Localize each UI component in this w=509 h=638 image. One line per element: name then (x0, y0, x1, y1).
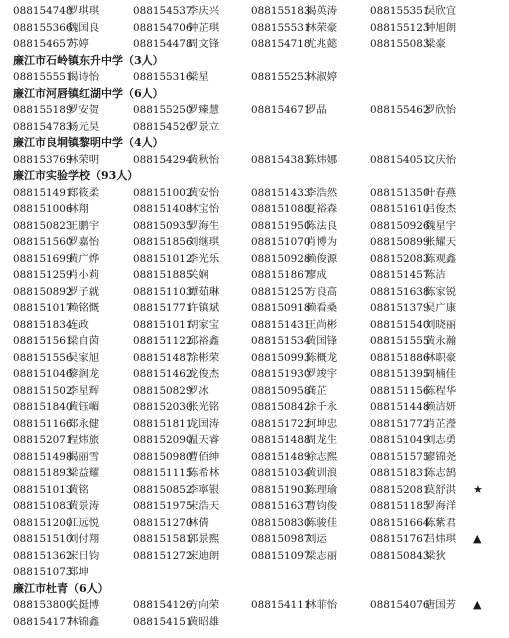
student-name: 揭诗怡 (68, 71, 100, 83)
student-id: 088151772 (370, 417, 430, 430)
roster-row (0, 350, 509, 367)
student-name: 黄训浪 (306, 467, 338, 479)
student-name: 何坤忠 (306, 417, 338, 430)
roster-row (0, 366, 509, 383)
student-id: 088154383 (251, 153, 311, 166)
student-id: 088151637 (251, 500, 311, 512)
roster-row (0, 119, 509, 136)
student-name: 陈概龙 (306, 351, 338, 364)
roster-row (0, 531, 509, 548)
student-id: 088151166 (13, 417, 73, 430)
student-id: 088151856 (133, 236, 193, 248)
student-name: 钟旭朗 (425, 21, 457, 34)
student-id: 088151561 (13, 335, 73, 347)
student-name: 关挺博 (68, 599, 100, 611)
student-id: 088151581 (133, 533, 193, 545)
roster-row (0, 185, 509, 202)
student-id: 088154537 (133, 5, 193, 17)
student-id: 088151534 (251, 335, 311, 347)
roster-row (0, 3, 509, 20)
student-name: 罗安贺 (68, 104, 100, 116)
student-id: 088151006 (13, 203, 73, 215)
student-id: 088151638 (370, 285, 430, 298)
student-name: 林翔 (68, 203, 89, 215)
student-id: 088151840 (13, 401, 73, 413)
student-id: 088151831 (370, 467, 430, 479)
student-id: 088153769 (13, 153, 73, 166)
student-id: 088154748 (13, 5, 73, 17)
student-name: 江远悦 (68, 516, 100, 529)
roster-row (0, 300, 509, 317)
student-name: 黄秋怡 (188, 153, 220, 166)
student-id: 088150892 (13, 285, 73, 298)
student-id: 088151540 (370, 318, 430, 331)
section-heading: 廉江市杜青（6人） (13, 581, 109, 595)
student-id: 088155462 (370, 104, 430, 116)
triangle-mark-icon: ▲ (473, 532, 482, 545)
roster-row (0, 614, 509, 631)
student-id: 088151487 (133, 351, 193, 364)
student-id: 088154111 (251, 599, 311, 611)
student-name: 陈骏佳 (306, 516, 338, 529)
section-heading: 廉江市实验学校（93人） (13, 169, 139, 182)
student-id: 088155351 (370, 5, 430, 17)
student-name: 肖芷瀅 (425, 417, 457, 430)
student-name: 曹钧俊 (306, 500, 338, 512)
student-id: 088151088 (251, 203, 311, 215)
student-id: 088151103 (133, 285, 193, 298)
student-id: 088151575 (370, 450, 430, 463)
roster-row (0, 218, 509, 235)
student-name: 郑筱柔 (68, 186, 100, 199)
student-name: 肖博为 (306, 236, 338, 248)
student-id: 088155253 (251, 71, 311, 83)
student-name: 揭丽雪 (68, 450, 100, 463)
student-id: 088151510 (13, 533, 73, 545)
student-id: 088151017 (13, 302, 73, 314)
student-id: 088151115 (133, 467, 193, 479)
student-name: 赖铭慨 (68, 302, 100, 314)
student-id: 088151903 (251, 483, 311, 496)
roster-row (0, 399, 509, 416)
student-id: 088151722 (251, 417, 311, 430)
student-id: 088151257 (251, 285, 311, 298)
student-name: 李寧银 (188, 483, 220, 496)
student-name: 罗海洋 (425, 500, 457, 512)
student-id: 088151070 (251, 236, 311, 248)
student-id: 088151491 (13, 186, 73, 199)
student-name: 罗冰 (188, 384, 209, 397)
student-name: 李光乐 (188, 252, 220, 265)
student-id: 088151867 (251, 269, 311, 281)
student-name: 苏婷 (68, 38, 89, 50)
student-name: 陈希林 (188, 467, 220, 479)
student-name: 赖洁妍 (425, 401, 457, 413)
roster-row (0, 251, 509, 268)
section-heading: 廉江市石岭镇东升中学（3人） (13, 53, 164, 67)
student-id: 088154718 (251, 38, 311, 50)
roster-row (0, 432, 509, 449)
student-id: 088151156 (370, 384, 430, 397)
student-name: 周楠佳 (425, 368, 457, 380)
student-id: 088151200 (13, 516, 73, 529)
student-name: 莫舒洪 (425, 483, 457, 496)
roster-row (0, 333, 509, 350)
student-name: 肖小莉 (68, 269, 100, 281)
roster-row (0, 416, 509, 433)
student-id: 088150926 (370, 219, 430, 232)
student-name: 陈程华 (425, 384, 457, 397)
student-id: 088151049 (370, 434, 430, 446)
student-name: 梁自茵 (68, 335, 100, 347)
student-name: 魏国良 (68, 21, 100, 34)
student-id: 088150928 (251, 252, 311, 265)
student-id: 088150852 (133, 483, 193, 496)
roster-row (0, 267, 509, 284)
student-name: 林菲怡 (306, 599, 338, 611)
roster-row (0, 102, 509, 119)
student-id: 088151395 (370, 368, 430, 380)
student-id: 088151767 (370, 533, 430, 545)
student-id: 088155123 (370, 21, 430, 34)
student-name: 陈观鑫 (425, 252, 457, 265)
student-name: 黄昭雄 (188, 615, 220, 628)
student-id: 088151811 (133, 417, 193, 430)
student-name: 连政 (68, 318, 89, 331)
student-name: 刘付翔 (68, 533, 100, 545)
student-id: 088154177 (13, 615, 73, 628)
student-id: 088150958 (251, 384, 311, 397)
student-name: 梁狄 (425, 549, 446, 562)
student-id: 088151002 (133, 186, 193, 199)
student-id: 088151930 (251, 368, 311, 380)
student-name: 夏裕森 (306, 203, 338, 215)
student-name: 张耀天 (425, 236, 457, 248)
student-id: 088151610 (370, 203, 430, 215)
roster-row (0, 548, 509, 565)
student-id: 088155189 (13, 104, 73, 116)
student-id: 088151560 (13, 236, 73, 248)
student-id: 088151185 (370, 500, 430, 512)
student-id: 088151408 (133, 203, 193, 215)
student-name: 林淑婷 (306, 71, 338, 83)
roster-row (0, 449, 509, 466)
roster-row (0, 152, 509, 169)
student-id: 088151834 (13, 318, 73, 331)
student-name: 梁豪 (425, 38, 446, 50)
student-name: 梁星 (188, 71, 209, 83)
student-name: 徐千永 (306, 401, 338, 413)
student-name: 王鹏宇 (68, 219, 100, 232)
student-id: 088150980 (133, 450, 193, 463)
student-name: 刘志勇 (425, 434, 457, 446)
student-name: 龙俊杰 (188, 368, 220, 380)
student-id: 088154126 (133, 599, 193, 611)
student-name: 张光铭 (188, 401, 220, 413)
student-name: 王尚彬 (306, 318, 338, 331)
student-id: 088152030 (133, 401, 193, 413)
student-name: 黄国锋 (306, 335, 338, 347)
student-id: 088151122 (133, 335, 193, 347)
student-id: 088150993 (251, 351, 311, 364)
student-name: 罗竣宇 (306, 368, 338, 380)
roster-row (0, 383, 509, 400)
student-id: 088154151 (133, 615, 193, 628)
student-name: 罗嘉怡 (68, 236, 100, 248)
student-id: 088151097 (251, 549, 311, 562)
student-id: 088152083 (370, 252, 430, 265)
student-id: 088151433 (251, 186, 311, 199)
student-name: 揭英涛 (306, 5, 338, 17)
student-name: 魏星宇 (425, 219, 457, 232)
student-name: 刘继琪 (188, 236, 220, 248)
student-id: 088151379 (370, 302, 430, 314)
student-id: 088151034 (251, 467, 311, 479)
student-id: 088151893 (13, 467, 73, 479)
student-id: 088151498 (13, 450, 73, 463)
student-name: 林宝怡 (188, 203, 220, 215)
student-id: 088151885 (133, 269, 193, 281)
student-name: 黄广烨 (68, 252, 100, 265)
student-id: 088151270 (133, 516, 193, 529)
student-name: 钟芷琪 (188, 21, 220, 34)
student-name: 赖看桑 (306, 302, 338, 314)
student-name: 杨元昊 (68, 120, 100, 133)
student-id: 088155531 (251, 21, 311, 34)
student-name: 罗臻慧 (188, 104, 220, 116)
student-name: 梁志丽 (306, 549, 338, 562)
student-name: 李浩然 (306, 186, 338, 199)
student-id: 088151448 (370, 401, 430, 413)
student-id: 088151046 (13, 368, 73, 380)
student-id: 088155366 (13, 21, 73, 34)
roster-row (0, 234, 509, 251)
student-name: 温天睿 (188, 434, 220, 446)
student-id: 088151012 (133, 252, 193, 265)
student-id: 088154706 (133, 21, 193, 34)
student-id: 088150935 (133, 219, 193, 232)
student-name: 叶春燕 (425, 186, 457, 199)
student-name: 胡家宝 (188, 318, 220, 331)
student-name: 许镇斌 (188, 302, 220, 314)
student-name: 刘晓丽 (425, 318, 457, 331)
student-id: 088151457 (370, 269, 430, 281)
student-name: 黄景涛 (68, 500, 100, 512)
student-name: 周龙生 (306, 434, 338, 446)
student-name: 陈理瑜 (306, 483, 338, 496)
student-id: 088151664 (370, 516, 430, 529)
student-name: 吕俊杰 (425, 203, 457, 215)
student-id: 088150830 (251, 516, 311, 529)
student-name: 方向荣 (188, 599, 220, 611)
roster-row (0, 20, 509, 37)
student-id: 088151083 (13, 500, 73, 512)
roster-row (0, 201, 509, 218)
student-id: 088150899 (370, 236, 430, 248)
student-id: 088155250 (133, 104, 193, 116)
student-id: 088155551 (13, 71, 73, 83)
student-id: 088151462 (133, 368, 193, 380)
student-name: 涂彬荣 (188, 351, 220, 364)
student-id: 088155083 (370, 38, 430, 50)
student-id: 088154526 (133, 120, 193, 133)
roster-row (0, 564, 509, 581)
student-name: 陈志鹄 (425, 467, 457, 479)
student-name: 关娴 (188, 269, 209, 281)
student-id: 088152081 (370, 483, 430, 496)
student-name: 李庆兴 (188, 5, 220, 17)
student-id: 088154051 (370, 153, 430, 166)
student-name: 梁益耀 (68, 467, 100, 479)
student-id: 088151272 (133, 549, 193, 562)
student-id: 088153800 (13, 599, 73, 611)
student-id: 088151556 (13, 351, 73, 364)
student-id: 088154294 (133, 153, 193, 166)
student-id: 088154671 (251, 104, 311, 116)
student-id: 088152090 (133, 434, 193, 446)
student-name: 谭茹琳 (188, 285, 220, 298)
student-name: 唐国芳 (425, 599, 457, 611)
section-heading: 廉江市良垌镇黎明中学（4人） (13, 136, 164, 149)
student-id: 088150829 (133, 384, 193, 397)
student-id: 088154076 (370, 599, 430, 611)
student-name: 黄钰嵋 (68, 401, 100, 413)
student-id: 088150987 (251, 533, 311, 545)
student-id: 088151013 (13, 483, 73, 496)
student-name: 林荣豪 (306, 21, 338, 34)
student-name: 林荣明 (68, 153, 100, 166)
student-id: 088151502 (13, 384, 73, 397)
student-name: 罗景立 (188, 120, 220, 133)
student-id: 088155183 (251, 5, 311, 17)
student-id: 088155316 (133, 71, 193, 83)
student-name: 黄永瀚 (425, 335, 457, 347)
student-name: 方良高 (306, 285, 338, 298)
student-id: 088150918 (251, 302, 311, 314)
student-name: 刘运 (306, 533, 327, 545)
roster-row (0, 482, 509, 499)
student-id: 088150842 (251, 401, 311, 413)
student-id: 088151350 (370, 186, 430, 199)
student-name: 黎润龙 (68, 368, 100, 380)
student-name: 廖锦尧 (425, 450, 457, 463)
student-name: 吴欣宜 (425, 5, 457, 17)
student-id: 088151362 (13, 549, 73, 562)
roster-row (0, 317, 509, 334)
student-id: 088151555 (370, 335, 430, 347)
roster-row (0, 284, 509, 301)
roster-row (0, 69, 509, 86)
student-name: 陈洁 (425, 269, 446, 281)
student-name: 罗子就 (68, 285, 100, 298)
triangle-mark-icon: ▲ (473, 598, 482, 611)
student-name: 尤兆懿 (306, 38, 338, 50)
student-id: 088154783 (13, 120, 73, 133)
roster-row (0, 465, 509, 482)
student-name: 龙国涛 (188, 417, 220, 430)
student-name: 徐志熙 (306, 450, 338, 463)
section-heading: 廉江市河唇镇红湖中学（6人） (13, 86, 164, 100)
star-mark-icon: ★ (473, 482, 483, 496)
student-name: 林锦鑫 (68, 615, 100, 628)
student-id: 088151950 (251, 219, 311, 232)
student-id: 088154657 (13, 38, 73, 50)
student-id: 088151699 (13, 252, 73, 265)
student-name: 陈家锐 (425, 285, 457, 298)
roster-row (0, 36, 509, 53)
roster-row (0, 597, 509, 614)
student-name: 曹佰绅 (188, 450, 220, 463)
student-id: 088154478 (133, 38, 193, 50)
student-name: 林倩 (188, 516, 209, 529)
student-name: 罗琪琪 (68, 5, 100, 17)
student-name: 黄安怡 (188, 186, 220, 199)
student-id: 088151073 (13, 566, 73, 578)
student-name: 罗晶 (306, 104, 327, 116)
student-id: 088151259 (13, 269, 73, 281)
roster-row (0, 498, 509, 515)
student-id: 088151975 (133, 500, 193, 512)
student-name: 赖俊源 (306, 252, 338, 265)
student-name: 罗海生 (188, 219, 220, 232)
student-id: 088151488 (251, 434, 311, 446)
student-id: 088151771 (133, 302, 193, 314)
student-name: 郭景熙 (188, 533, 220, 545)
student-name: 陈法良 (306, 219, 338, 232)
student-name: 龚芷 (306, 384, 327, 397)
student-name: 廖成 (306, 269, 327, 281)
student-name: 宋浩天 (188, 500, 220, 512)
student-name: 林职豪 (425, 351, 457, 364)
student-id: 088151431 (251, 318, 311, 331)
student-name: 宋迪朗 (188, 549, 220, 562)
student-name: 吕炜琪 (425, 533, 457, 545)
student-name: 宋日钧 (68, 549, 100, 562)
student-id: 088151489 (251, 450, 311, 463)
student-name: 陈炜娜 (306, 153, 338, 166)
student-name: 罗欣怡 (425, 104, 457, 116)
student-name: 陈紫君 (425, 516, 457, 529)
student-id: 088150823 (13, 219, 73, 232)
student-name: 郑坤 (68, 566, 89, 578)
student-name: 吴家旭 (68, 351, 100, 364)
student-id: 088150843 (370, 549, 430, 562)
student-id: 088151011 (133, 318, 193, 331)
student-name: 李星辉 (68, 384, 100, 397)
student-name: 郑永健 (68, 417, 100, 430)
student-id: 088152071 (13, 434, 73, 446)
roster-row (0, 515, 509, 532)
student-name: 周文锋 (188, 38, 220, 50)
student-name: 文庆怡 (425, 153, 457, 166)
student-id: 088151886 (370, 351, 430, 364)
student-name: 程炜旅 (68, 434, 100, 446)
student-name: 吴广康 (425, 302, 457, 314)
student-name: 黄铭 (68, 483, 89, 496)
student-name: 邱裕鑫 (188, 335, 220, 347)
